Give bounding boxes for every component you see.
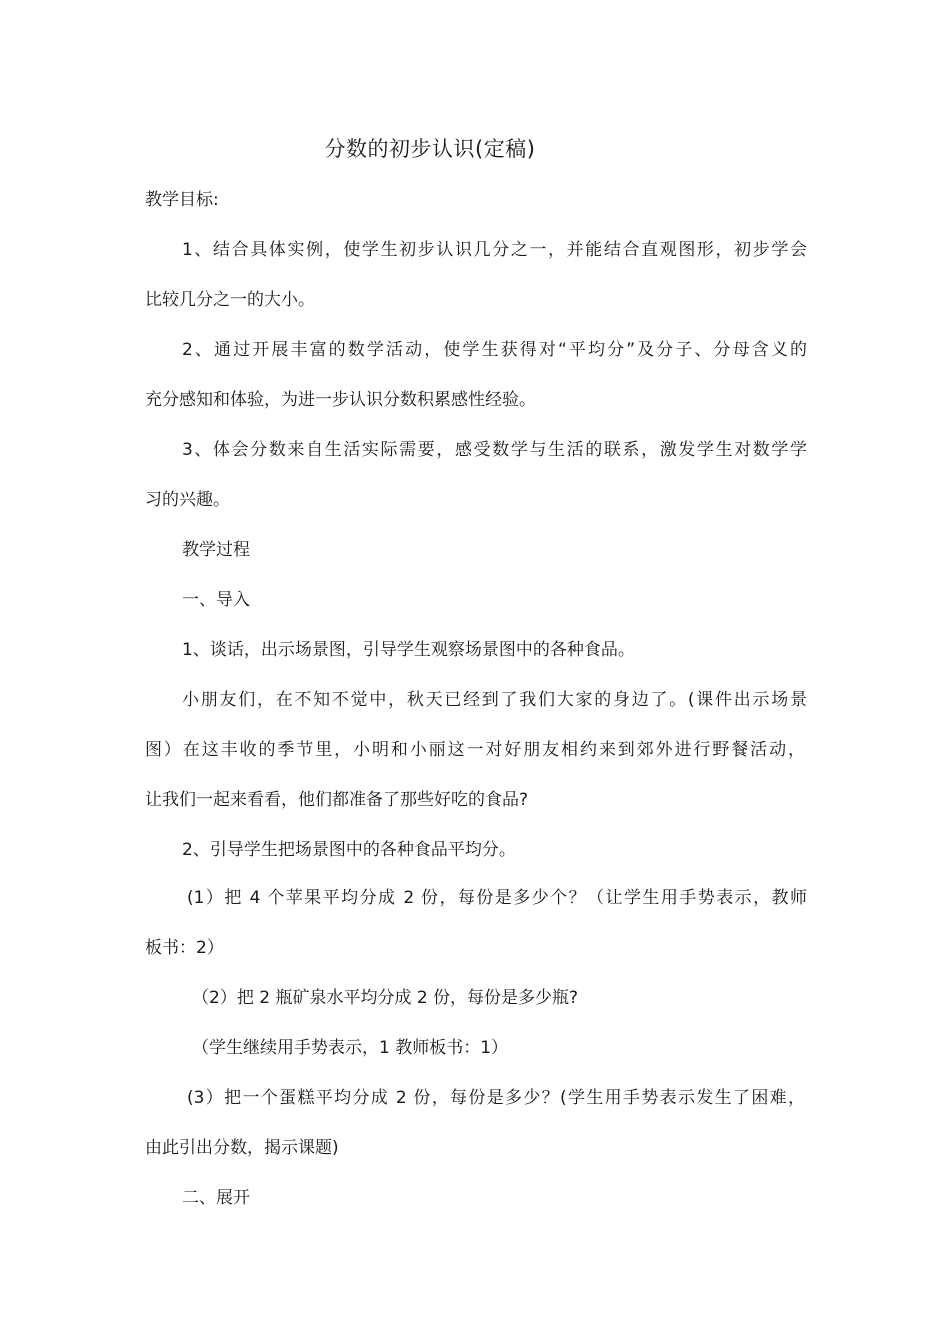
paragraph-line: 2、引导学生把场景图中的各种食品平均分。 (182, 840, 516, 860)
document-title: 分数的初步认识(定稿) (324, 137, 536, 161)
paragraph-line: 比较几分之一的大小。 (145, 290, 315, 310)
paragraph-line: 1、结合具体实例，使学生初步认识几分之一，并能结合直观图形，初步学会 (182, 240, 807, 260)
paragraph-line: (3）把一个蛋糕平均分成 2 份，每份是多少？(学生用手势表示发生了困难， (187, 1088, 805, 1108)
paragraph-line: 图）在这丰收的季节里，小明和小丽这一对好朋友相约来到郊外进行野餐活动， (145, 740, 805, 760)
paragraph-line: （学生继续用手势表示，1 教师板书：1） (192, 1038, 509, 1058)
paragraph-line: 小朋友们，在不知不觉中，秋天已经到了我们大家的身边了。(课件出示场景 (182, 690, 807, 710)
paragraph-line: （2）把 2 瓶矿泉水平均分成 2 份，每份是多少瓶? (192, 988, 579, 1008)
section-heading-expand: 二、展开 (182, 1188, 250, 1208)
section-heading-intro: 一、导入 (182, 590, 250, 610)
paragraph-line: 板书：2） (145, 938, 224, 958)
paragraph-line: 1、谈话，出示场景图，引导学生观察场景图中的各种食品。 (182, 640, 635, 660)
paragraph-line: 习的兴趣。 (145, 490, 230, 510)
paragraph-line: 充分感知和体验，为进一步认识分数积累感性经验。 (145, 390, 536, 410)
paragraph-line: (1）把 4 个苹果平均分成 2 份，每份是多少个？（让学生用手势表示，教师 (187, 888, 807, 908)
section-heading-process: 教学过程 (182, 540, 250, 560)
paragraph-line: 让我们一起来看看，他们都准备了那些好吃的食品? (145, 790, 529, 810)
section-heading-objectives: 教学目标: (145, 190, 219, 210)
paragraph-line: 3、体会分数来自生活实际需要，感受数学与生活的联系，激发学生对数学学 (182, 440, 807, 460)
paragraph-line: 由此引出分数，揭示课题) (145, 1138, 339, 1158)
paragraph-line: 2、通过开展丰富的数学活动，使学生获得对“平均分”及分子、分母含义的 (182, 340, 807, 360)
